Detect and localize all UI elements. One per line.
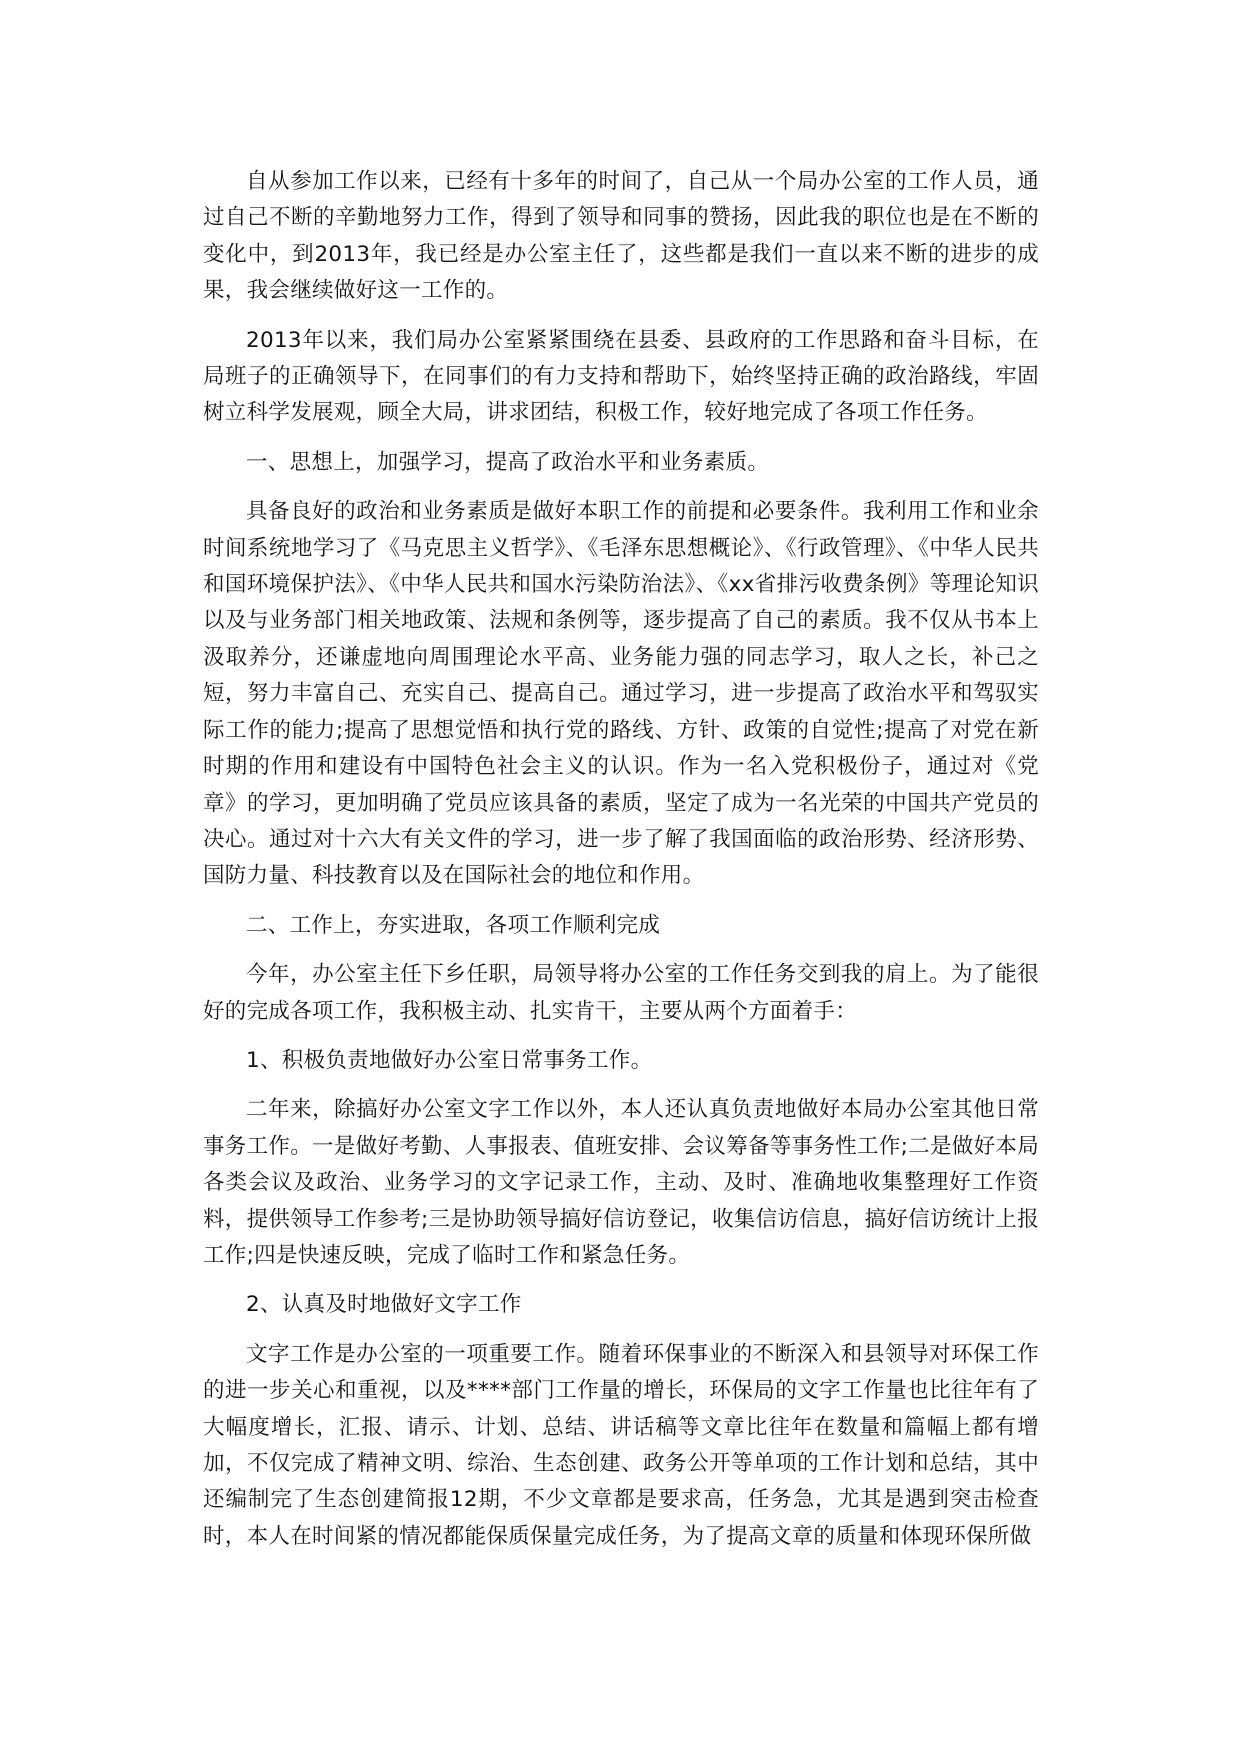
paragraph-writing-work: 文字工作是办公室的一项重要工作。随着环保事业的不断深入和县领导对环保工作的进一步关心和重视，以及****部门工作量的增长，环保局的文字工作量也比往年有了大幅度增长，汇报、请示、计划、总结、讲话稿等文章比往年在数量和篇幅上都有增加，不仅完成了精神文明、综治、生态创建、政务公开等单项的工作计划和总结，其中还编制完了生态创建简报12期，不少文章都是要求高，任务急，尤其是遇到突击检查时，本人在时间紧的情况都能保质保量完成任务，为了提高文章的质量和体现环保所做 [203,1341,1039,1549]
paragraph-intro: 自从参加工作以来，已经有十多年的时间了，自己从一个局办公室的工作人员，通过自己不断的辛勤地努力工作，得到了领导和同事的赞扬，因此我的职位也是在不断的变化中，到2013年，我已经是办公室主任了，这些都是我们一直以来不断的进步的成果，我会继续做好这一工作的。 [203,169,1039,304]
paragraph-work-intro: 今年，办公室主任下乡任职，局领导将办公室的工作任务交到我的肩上。为了能很好的完成各项工作，我积极主动、扎实肯干，主要从两个方面着手： [203,962,1039,1024]
subsection-heading-2: 2、认真及时地做好文字工作 [246,1292,522,1318]
section-heading-2: 二、工作上，夯实进取，各项工作顺利完成 [246,912,661,938]
document-body [203,164,1039,1568]
subsection-heading-1: 1、积极负责地做好办公室日常事务工作。 [246,1047,653,1073]
paragraph-daily-affairs: 二年来，除搞好办公室文字工作以外，本人还认真负责地做好本局办公室其他日常事务工作。一是做好考勤、人事报表、值班安排、会议筹备等事务性工作;二是做好本局各类会议及政治、业务学习的文字记录工作，主动、及时、准确地收集整理好工作资料，提供领导工作参考;三是协助领导搞好信访登记，收集信访信息，搞好信访统计上报工作;四是快速反映，完成了临时工作和紧急任务。 [203,1097,1039,1268]
section-heading-1: 一、思想上，加强学习，提高了政治水平和业务素质。 [246,449,770,475]
paragraph-overview: 2013年以来，我们局办公室紧紧围绕在县委、县政府的工作思路和奋斗目标，在局班子的正确领导下，在同事们的有力支持和帮助下，始终坚持正确的政治路线，牢固树立科学发展观，顾全大局，讲求团结，积极工作，较好地完成了各项工作任务。 [203,327,1039,426]
paragraph-study: 具备良好的政治和业务素质是做好本职工作的前提和必要条件。我利用工作和业余时间系统地学习了《马克思主义哲学》、《毛泽东思想概论》、《行政管理》、《中华人民共和国环境保护法》、《中华人民共和国水污染防治法》、《xx省排污收费条例》等理论知识以及与业务部门相关地政策、法规和条例等，逐步提高了自己的素质。我不仅从书本上汲取养分，还谦虚地向周围理论水平高、业务能力强的同志学习，取人之长，补己之短，努力丰富自己、充实自己、提高自己。通过学习，进一步提高了政治水平和驾驭实际工作的能力;提高了思想觉悟和执行党的路线、方针、政策的自觉性;提高了对党在新时期的作用和建设有中国特色社会主义的认识。作为一名入党积极份子，通过对《党章》的学习，更加明确了党员应该具备的素质，坚定了成为一名光荣的中国共产党员的决心。通过对十六大有关文件的学习，进一步了解了我国面临的政治形势、经济形势、国防力量、科技教育以及在国际社会的地位和作用。 [203,499,1039,889]
